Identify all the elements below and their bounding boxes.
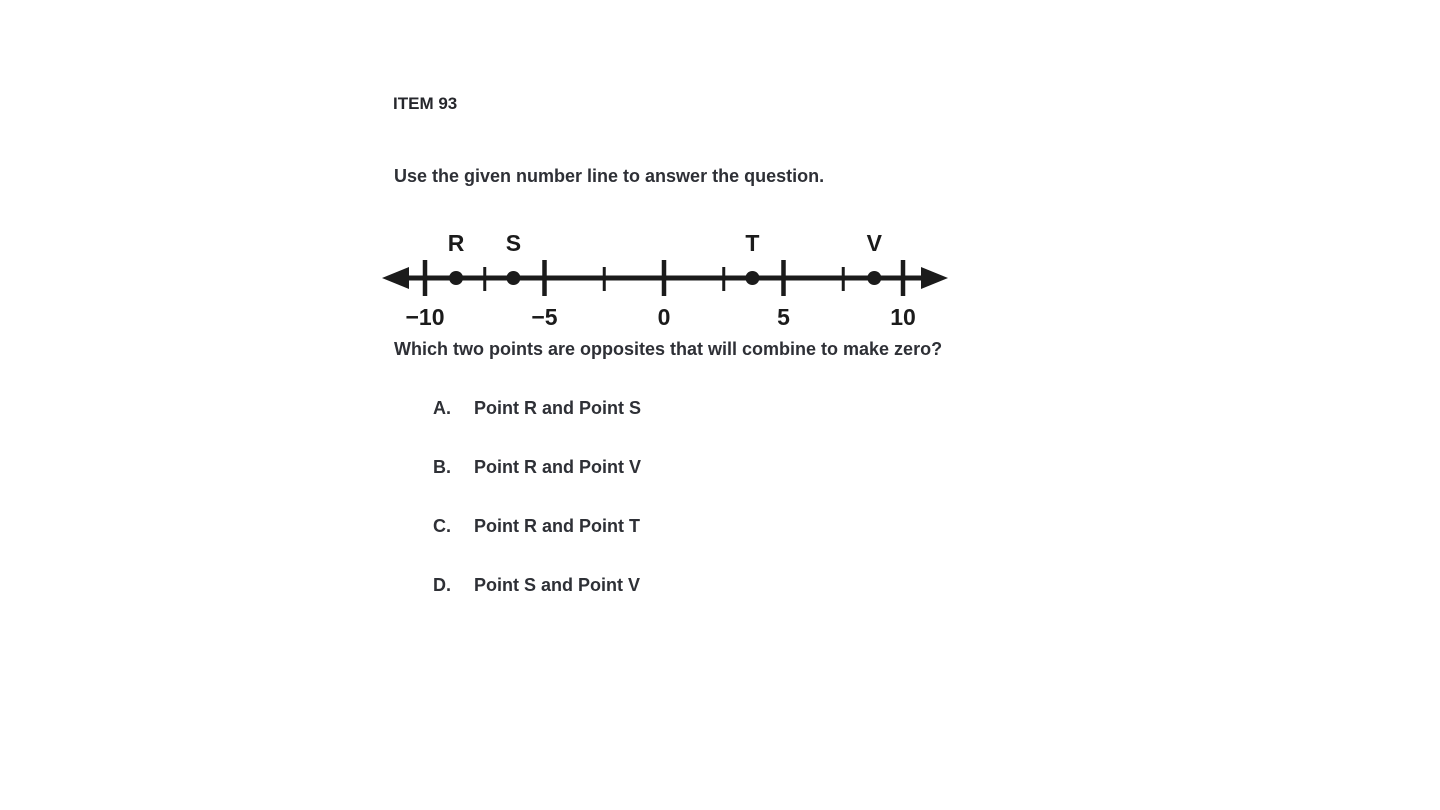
- point-label-r: R: [447, 230, 465, 256]
- point-dot-t: [745, 271, 759, 285]
- choice-text: Point R and Point T: [474, 516, 640, 536]
- tick-label: −5: [531, 304, 558, 330]
- choice-letter: C.: [433, 516, 451, 536]
- point-label-s: S: [505, 230, 522, 256]
- point-label-t: T: [745, 230, 760, 256]
- tick-label: 5: [777, 304, 790, 330]
- question-text: Which two points are opposites that will combine to make zero?: [394, 339, 943, 359]
- number-line-figure: [380, 224, 950, 330]
- choice-text: Point R and Point S: [474, 398, 641, 418]
- tick-label: 10: [890, 304, 916, 330]
- choice-text: Point R and Point V: [474, 457, 641, 477]
- item-title: ITEM 93: [393, 94, 458, 113]
- answer-choice-d: [433, 575, 640, 596]
- tick-label: 0: [657, 304, 671, 330]
- choice-letter: A.: [433, 398, 451, 418]
- answer-choice-a: [433, 398, 641, 419]
- point-label-v: V: [866, 230, 882, 256]
- choice-text: Point S and Point V: [474, 575, 640, 595]
- tick-label: −10: [405, 304, 445, 330]
- left-arrowhead-icon: [382, 267, 409, 289]
- point-dot-s: [506, 271, 520, 285]
- answer-choice-b: [433, 457, 641, 478]
- right-arrowhead-icon: [921, 267, 948, 289]
- choice-letter: D.: [433, 575, 451, 595]
- answer-choice-c: [433, 516, 640, 537]
- choice-letter: B.: [433, 457, 451, 477]
- point-dot-r: [449, 271, 463, 285]
- point-dot-v: [867, 271, 881, 285]
- instruction-text: Use the given number line to answer the question.: [394, 166, 825, 186]
- number-line-diagram: [380, 224, 950, 330]
